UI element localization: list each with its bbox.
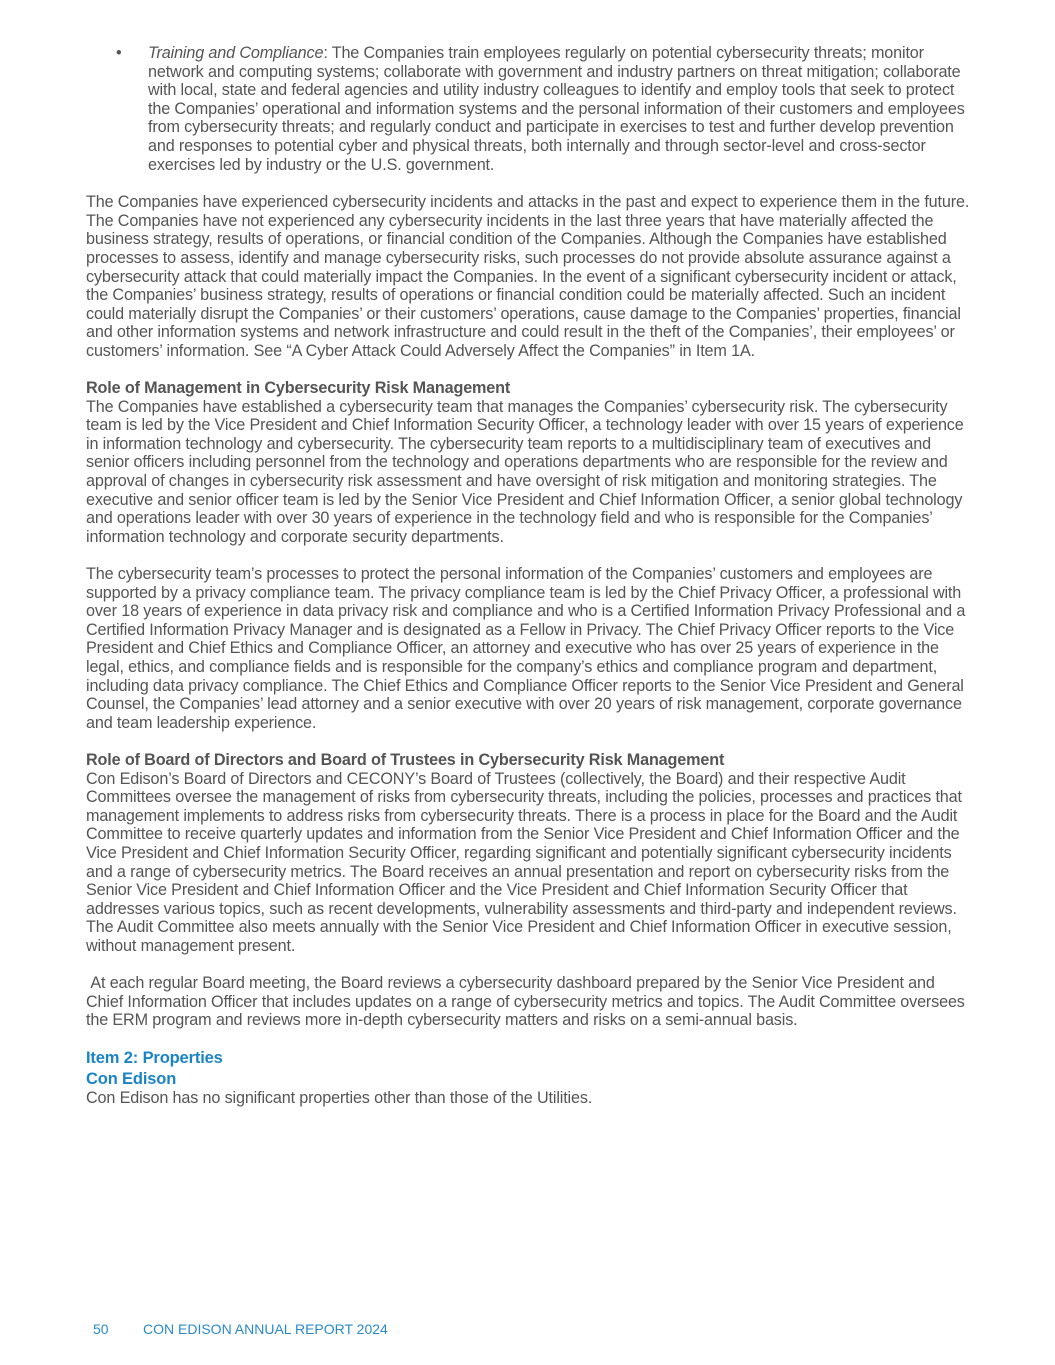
page-footer (93, 1321, 388, 1337)
section-heading-board: Role of Board of Directors and Board of Trustees in Cybersecurity Risk Management (86, 750, 725, 769)
item-heading-properties: Item 2: Properties (86, 1049, 223, 1068)
list-item-training (86, 44, 972, 174)
document-page (86, 44, 972, 1108)
paragraph-incidents: The Companies have experienced cybersecurity incidents and attacks in the past and expect to experience them in the future. The Companies have not experienced any cybersecurity incidents in the last three years that have materially affected the business strategy, results of operations, or financial condition of the Companies. Although the Companies have established processes to assess, identify and manage cybersecurity risks, such processes do not provide absolute assurance against a cybersecurity attack that could materially impact the Companies. In the event of a significant cybersecurity incident or attack, the Companies’ business strategy, results of operations or financial condition could be materially affected. Such an incident could materially disrupt the Companies’ or their customers’ operations, cause damage to the Companies’ properties, financial and other information systems and network infrastructure and could result in the theft of the Companies’, their employees’ or customers’ information. See “A Cyber Attack Could Adversely Affect the Companies” in Item 1A. (86, 193, 970, 360)
bullet-text: : The Companies train employees regularly on potential cybersecurity threats; monitor network and computing systems; collaborate with government and industry partners on threat mitigation; collaborate with local, state and federal agencies and utility industry colleagues to identify and employ tools that seek to protect the Companies’ operational and information systems and the personal information of their customers and employees from cybersecurity threats; and regularly conduct and participate in exercises to test and further develop prevention and responses to potential cyber and physical threats, both internally and through sector-level and cross-sector exercises led by industry or the U.S. government. (148, 44, 965, 174)
bullet-list (86, 44, 972, 174)
paragraph-privacy: The cybersecurity team’s processes to protect the personal information of the Companies’ customers and employees are supported by a privacy compliance team. The privacy compliance team is led by the Chief Privacy Officer, a professional with over 18 years of experience in data privacy risk and compliance and who is a Certified Information Privacy Professional and a Certified Information Privacy Manager and is designated as a Fellow in Privacy. The Chief Privacy Officer reports to the Vice President and Chief Ethics and Compliance Officer, an attorney and executive who has over 25 years of experience in the legal, ethics, and compliance fields and is responsible for the company’s ethics and compliance program and department, including data privacy compliance. The Chief Ethics and Compliance Officer reports to the Senior Vice President and General Counsel, the Companies’ lead attorney and a senior executive with over 20 years of risk management, corporate governance and team leadership experience. (86, 565, 966, 732)
footer-title: CON EDISON ANNUAL REPORT 2024 (143, 1321, 388, 1337)
paragraph-properties: Con Edison has no significant properties other than those of the Utilities. (86, 1089, 593, 1108)
paragraph-dashboard: At each regular Board meeting, the Board reviews a cybersecurity dashboard prepared by the Senior Vice President and Chief Information Officer that includes updates on a range of cybersecurity metrics and topics. The Audit Committee oversees the ERM program and reviews more in-depth cybersecurity matters and risks on a semi-annual basis. (86, 974, 970, 1030)
bullet-icon: • (116, 44, 122, 62)
paragraph-management: The Companies have established a cybersecurity team that manages the Companies’ cybersecurity risk. The cybersecurity team is led by the Vice President and Chief Information Security Officer, a technology leader with over 15 years of experience in information technology and cybersecurity. The cybersecurity team reports to a multidisciplinary team of executives and senior officers including personnel from the technology and operations departments who are responsible for the review and approval of changes in cybersecurity risk assessment and have oversight of risk mitigation and monitoring strategies. The executive and senior officer team is led by the Senior Vice President and Chief Information Officer, a senior global technology and operations leader with over 30 years of experience in the technology field and who is responsible for the Companies’ information technology and corporate security departments. (86, 397, 964, 546)
section-heading-management: Role of Management in Cybersecurity Risk Management (86, 379, 511, 398)
page-number: 50 (93, 1321, 109, 1337)
bullet-lead: Training and Compliance (148, 44, 324, 62)
paragraph-board: Con Edison’s Board of Directors and CECONY’s Board of Trustees (collectively, the Board) and their respective Audit Committees oversee the management of risks from cybersecurity threats, including the policies, processes and practices that management implements to address risks from cybersecurity threats. There is a process in place for the Board and the Audit Committee to receive quarterly updates and information from the Senior Vice President and Chief Information Officer and the Vice President and Chief Information Security Officer, regarding significant and potentially significant cybersecurity incidents and a range of cybersecurity metrics. The Board receives an annual presentation and report on cybersecurity risks from the Senior Vice President and Chief Information Officer and the Vice President and Chief Information Security Officer that addresses various topics, such as recent developments, vulnerability assessments and third-party and independent reviews. The Audit Committee also meets annually with the Senior Vice President and Chief Information Officer in executive session, without management present. (86, 769, 962, 955)
sub-heading-con-edison: Con Edison (86, 1069, 177, 1088)
